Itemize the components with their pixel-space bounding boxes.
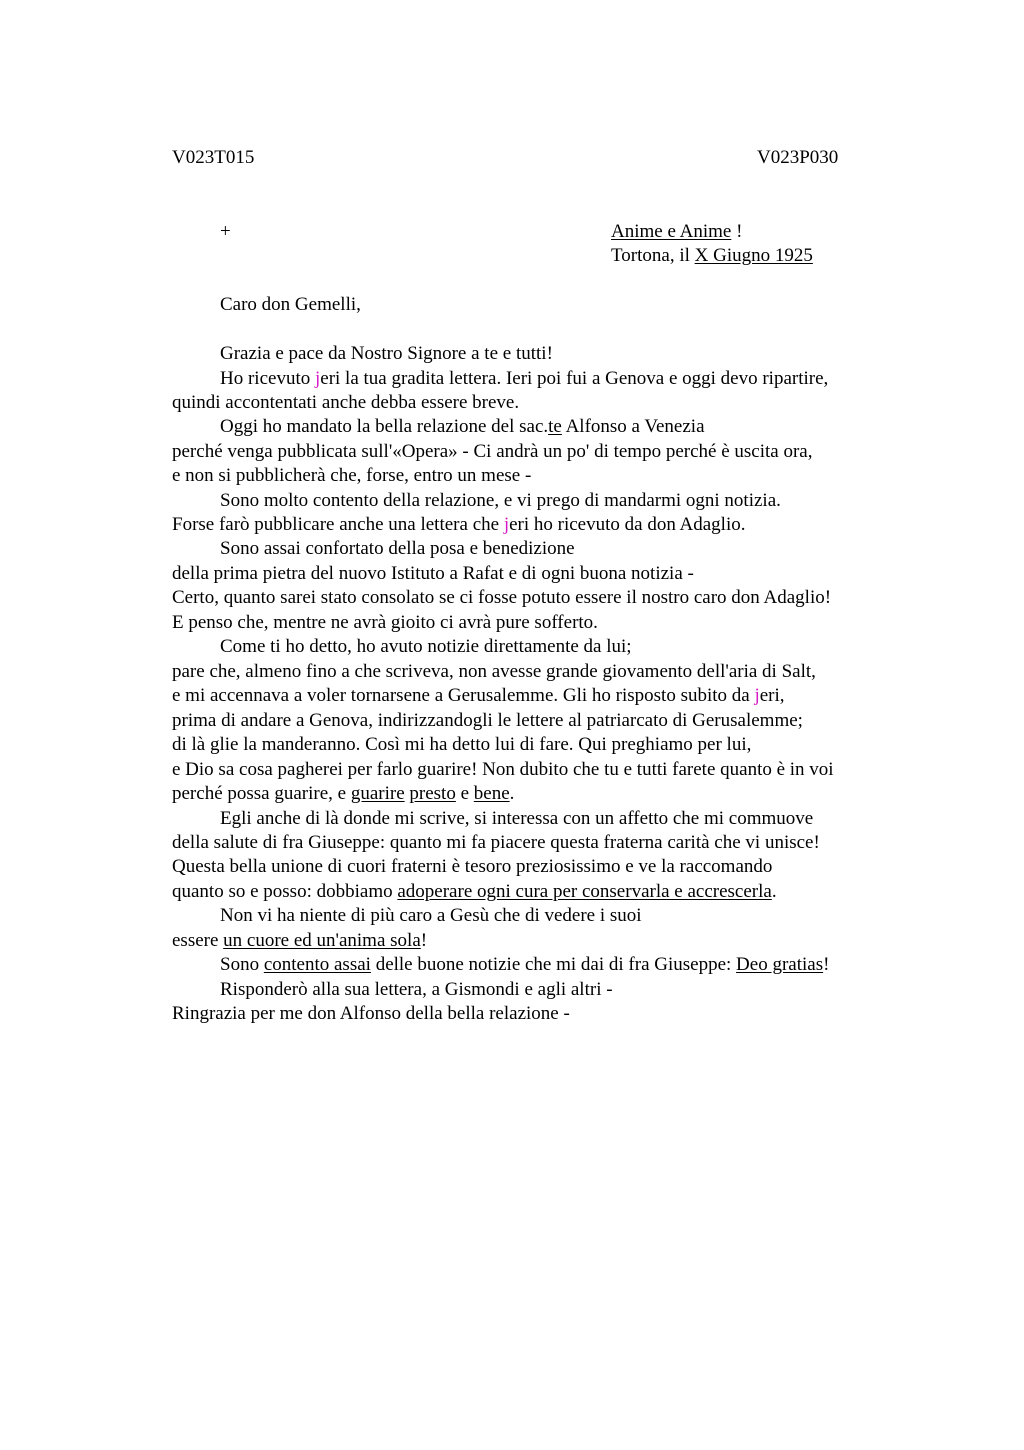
body-line-23 <box>172 880 777 904</box>
body-line-28: Ringrazia per me don Alfonso della bella relazione - <box>172 1003 570 1024</box>
place-prefix: Tortona, il <box>611 245 695 266</box>
text-span: . <box>771 881 777 902</box>
body-line-8 <box>172 513 745 537</box>
body-line-13: Come ti ho detto, ho avuto notizie direttamente da lui; <box>220 636 632 657</box>
underlined-text: adoperare ogni cura per conservarla e accrescerla <box>397 881 772 902</box>
correction-mark: j <box>314 368 321 389</box>
correction-mark: j <box>754 685 760 706</box>
body-line-12: E penso che, mentre ne avrà gioito ci avrà pure sofferto. <box>172 612 598 633</box>
text-span: quanto so e posso: dobbiamo <box>172 881 398 902</box>
underlined-text: bene <box>473 783 510 804</box>
body-line-10: della prima pietra del nuovo Istituto a Rafat e di ogni buona notizia - <box>172 563 694 584</box>
text-span: . <box>509 783 515 804</box>
text-span: ! <box>823 954 830 975</box>
body-line-25 <box>172 929 427 953</box>
motto-text: Anime e Anime <box>611 221 732 242</box>
text-span: ! <box>420 930 428 951</box>
text-span: Forse farò pubblicare anche una lettera che <box>172 514 504 535</box>
body-line-11: Certo, quanto sarei stato consolato se ci fosse potuto essere il nostro caro don Adaglio! <box>172 587 832 608</box>
text-span: Ho ricevuto <box>220 368 315 389</box>
underlined-text: presto <box>409 783 456 804</box>
text-span: eri la tua gradita lettera. Ieri poi fui a Genova e oggi devo ripartire, <box>320 368 829 389</box>
letter-date-line <box>611 244 813 268</box>
body-line-3: quindi accontentati anche debba essere breve. <box>172 392 520 413</box>
text-span: essere <box>172 930 224 951</box>
correction-mark: j <box>503 514 510 535</box>
body-line-26 <box>220 953 829 977</box>
body-line-6: e non si pubblicherà che, forse, entro un mese - <box>172 465 532 486</box>
body-line-14: pare che, almeno fino a che scriveva, non avesse grande giovamento dell'aria di Salt, <box>172 661 816 682</box>
body-line-2 <box>220 367 828 391</box>
body-line-17: di là glie la manderanno. Così mi ha detto lui di fare. Qui preghiamo per lui, <box>172 734 752 755</box>
text-span: Oggi ho mandato la bella relazione del sac. <box>220 416 549 437</box>
document-code-left: V023T015 <box>172 147 255 168</box>
body-line-9: Sono assai confortato della posa e benedizione <box>220 538 575 559</box>
body-line-24: Non vi ha niente di più caro a Gesù che di vedere i suoi <box>220 905 642 926</box>
text-span: eri, <box>759 685 785 706</box>
body-line-19 <box>172 782 514 806</box>
text-span: eri ho ricevuto da don Adaglio. <box>509 514 746 535</box>
body-line-15 <box>172 684 785 708</box>
salutation: Caro don Gemelli, <box>220 294 361 315</box>
body-line-7: Sono molto contento della relazione, e vi prego di mandarmi ogni notizia. <box>220 490 781 511</box>
letter-motto <box>611 220 742 244</box>
body-line-16: prima di andare a Genova, indirizzandogli le lettere al patriarcato di Gerusalemme; <box>172 710 803 731</box>
body-line-1: Grazia e pace da Nostro Signore a te e tutti! <box>220 343 553 364</box>
underlined-text: Deo gratias <box>736 954 824 975</box>
body-line-20: Egli anche di là donde mi scrive, si interessa con un affetto che mi commuove <box>220 808 814 829</box>
body-line-27: Risponderò alla sua lettera, a Gismondi e agli altri - <box>220 979 613 1000</box>
text-span: Alfonso a Venezia <box>561 416 705 437</box>
motto-suffix: ! <box>731 221 743 242</box>
body-line-21: della salute di fra Giuseppe: quanto mi fa piacere questa fraterna carità che vi unisce! <box>172 832 820 853</box>
text-span: Sono <box>220 954 264 975</box>
letter-date: X Giugno 1925 <box>694 245 813 266</box>
underlined-text: guarire <box>350 783 405 804</box>
document-code-right: V023P030 <box>757 147 839 168</box>
text-span: perché possa guarire, e <box>172 783 351 804</box>
body-line-18: e Dio sa cosa pagherei per farlo guarire! Non dubito che tu e tutti farete quanto è in voi <box>172 759 834 780</box>
body-line-5: perché venga pubblicata sull'«Opera» - Ci andrà un po' di tempo perché è uscita ora, <box>172 441 813 462</box>
underlined-text: contento assai <box>263 954 371 975</box>
body-line-4 <box>220 415 705 439</box>
body-line-22: Questa bella unione di cuori fraterni è tesoro preziosissimo e ve la raccomando <box>172 856 773 877</box>
text-span: e mi accennava a voler tornarsene a Gerusalemme. Gli ho risposto subito da <box>172 685 755 706</box>
underlined-text: un cuore ed un'anima sola <box>223 930 421 951</box>
cross-symbol: + <box>220 221 231 242</box>
text-span: e <box>455 783 474 804</box>
underlined-text: te <box>548 416 562 437</box>
text-span: delle buone notizie che mi dai di fra Giuseppe: <box>370 954 737 975</box>
